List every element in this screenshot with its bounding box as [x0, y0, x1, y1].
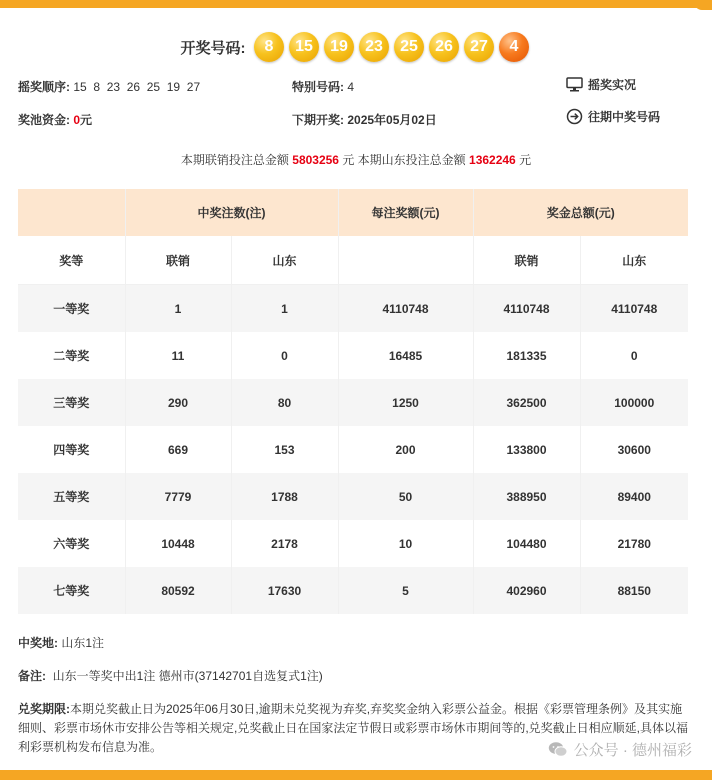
count-shandong: 1788: [231, 473, 338, 520]
count-joint: 290: [125, 379, 231, 426]
winning-location-label: 中奖地:: [18, 636, 58, 650]
per-prize: 1250: [338, 379, 473, 426]
table-row: [18, 332, 688, 379]
table-row: [18, 473, 688, 520]
prize-level: 五等奖: [18, 473, 125, 520]
special-number-value: 4: [347, 80, 355, 94]
per-prize: 50: [338, 473, 473, 520]
number-ball: 19: [324, 32, 354, 62]
count-joint: 80592: [125, 567, 231, 614]
header-win-count: 中奖注数(注): [125, 189, 338, 236]
bottom-accent-bar: [0, 770, 712, 780]
header-total-shandong: 山东: [580, 236, 688, 285]
number-ball: 27: [464, 32, 494, 62]
header-per-prize: 每注奖额(元): [338, 189, 473, 236]
top-accent-bar: [0, 0, 712, 8]
number-ball: 25: [394, 32, 424, 62]
remark-label: 备注:: [18, 669, 46, 683]
claim-deadline-value: 本期兑奖截止日为2025年06月30日,逾期未兑奖视为弃奖,弃奖奖金纳入彩票公益金。根据《彩票管理条例》及其实施细则、彩票市场休市安排公告等相关规定,兑奖截止日在国家法定节假日或彩票市场休市期间等的,兑奖截止日相应顺延,具体以福利彩票机构发布信息为准。: [18, 702, 689, 754]
header-count-shandong: 山东: [231, 236, 338, 285]
total-shandong: 4110748: [580, 285, 688, 333]
prize-table: [18, 189, 688, 614]
watermark: [548, 739, 692, 760]
per-prize: 4110748: [338, 285, 473, 333]
per-prize: 10: [338, 520, 473, 567]
monitor-icon: [566, 77, 583, 92]
draw-order-label: 摇奖顺序:: [18, 80, 70, 94]
remark: [18, 667, 693, 686]
header-per-blank: [338, 236, 473, 285]
draw-order: [18, 78, 200, 95]
number-ball: 8: [254, 32, 284, 62]
sales-mid: 元 本期山东投注总金额: [342, 153, 466, 167]
prize-level: 二等奖: [18, 332, 125, 379]
sales-suffix: 元: [519, 153, 532, 167]
next-draw: [292, 111, 437, 128]
table-row: [18, 426, 688, 473]
draw-live-link-label[interactable]: 摇奖实况: [588, 78, 637, 92]
per-prize: 16485: [338, 332, 473, 379]
prize-level: 六等奖: [18, 520, 125, 567]
winning-numbers-label: 开奖号码:: [180, 39, 246, 57]
prize-pool-label: 奖池资金:: [18, 113, 70, 127]
table-row: [18, 379, 688, 426]
total-shandong: 0: [580, 332, 688, 379]
watermark-text: 公众号 · 德州福彩: [573, 742, 692, 759]
prize-level: 一等奖: [18, 285, 125, 333]
arrow-circle-icon: [566, 108, 583, 125]
prize-level: 七等奖: [18, 567, 125, 614]
total-shandong: 30600: [580, 426, 688, 473]
count-shandong: 80: [231, 379, 338, 426]
count-shandong: 1: [231, 285, 338, 333]
count-shandong: 2178: [231, 520, 338, 567]
number-ball: 26: [429, 32, 459, 62]
shandong-sales-amount: 1362246: [469, 153, 516, 167]
total-shandong: 100000: [580, 379, 688, 426]
total-joint: 181335: [473, 332, 580, 379]
total-joint: 402960: [473, 567, 580, 614]
next-draw-date: 2025年05月02日: [347, 113, 437, 127]
prize-pool-value: 0: [73, 113, 81, 127]
prize-pool-unit: 元: [80, 113, 93, 127]
winning-location: [18, 634, 693, 653]
table-row: [18, 285, 688, 333]
total-joint: 104480: [473, 520, 580, 567]
table-row: [18, 520, 688, 567]
draw-live-link[interactable]: [566, 76, 636, 93]
total-joint: 388950: [473, 473, 580, 520]
per-prize: 200: [338, 426, 473, 473]
header-empty: [18, 189, 125, 236]
special-number: [292, 78, 354, 95]
prize-pool: [18, 111, 92, 128]
winning-numbers-row: [0, 30, 712, 64]
count-shandong: 153: [231, 426, 338, 473]
count-joint: 10448: [125, 520, 231, 567]
per-prize: 5: [338, 567, 473, 614]
winning-location-value: 山东1注: [61, 636, 105, 650]
joint-sales-amount: 5803256: [292, 153, 339, 167]
number-ball: 15: [289, 32, 319, 62]
header-count-joint: 联销: [125, 236, 231, 285]
total-shandong: 21780: [580, 520, 688, 567]
draw-order-value: 15 8 23 26 25 19 27: [73, 80, 201, 94]
total-shandong: 88150: [580, 567, 688, 614]
count-shandong: 17630: [231, 567, 338, 614]
table-row: [18, 567, 688, 614]
remark-value: 山东一等奖中出1注 德州市(37142701自选复式1注): [52, 669, 323, 683]
count-joint: 669: [125, 426, 231, 473]
total-joint: 133800: [473, 426, 580, 473]
history-link[interactable]: [566, 108, 660, 125]
special-number-ball: 4: [499, 32, 529, 62]
count-joint: 7779: [125, 473, 231, 520]
special-number-label: 特别号码:: [292, 80, 344, 94]
prize-level: 四等奖: [18, 426, 125, 473]
wechat-icon: [548, 741, 568, 758]
claim-deadline-label: 兑奖期限:: [18, 702, 70, 716]
count-joint: 1: [125, 285, 231, 333]
next-draw-label: 下期开奖:: [292, 113, 344, 127]
history-link-label[interactable]: 往期中奖号码: [588, 110, 661, 124]
top-accent-tab: [694, 0, 712, 10]
count-joint: 11: [125, 332, 231, 379]
total-shandong: 89400: [580, 473, 688, 520]
number-ball: 23: [359, 32, 389, 62]
total-joint: 362500: [473, 379, 580, 426]
prize-level: 三等奖: [18, 379, 125, 426]
sales-prefix: 本期联销投注总金额: [180, 153, 289, 167]
sales-summary: [0, 151, 712, 168]
header-total-joint: 联销: [473, 236, 580, 285]
header-level: 奖等: [18, 236, 125, 285]
count-shandong: 0: [231, 332, 338, 379]
total-joint: 4110748: [473, 285, 580, 333]
header-total-prize: 奖金总额(元): [473, 189, 688, 236]
